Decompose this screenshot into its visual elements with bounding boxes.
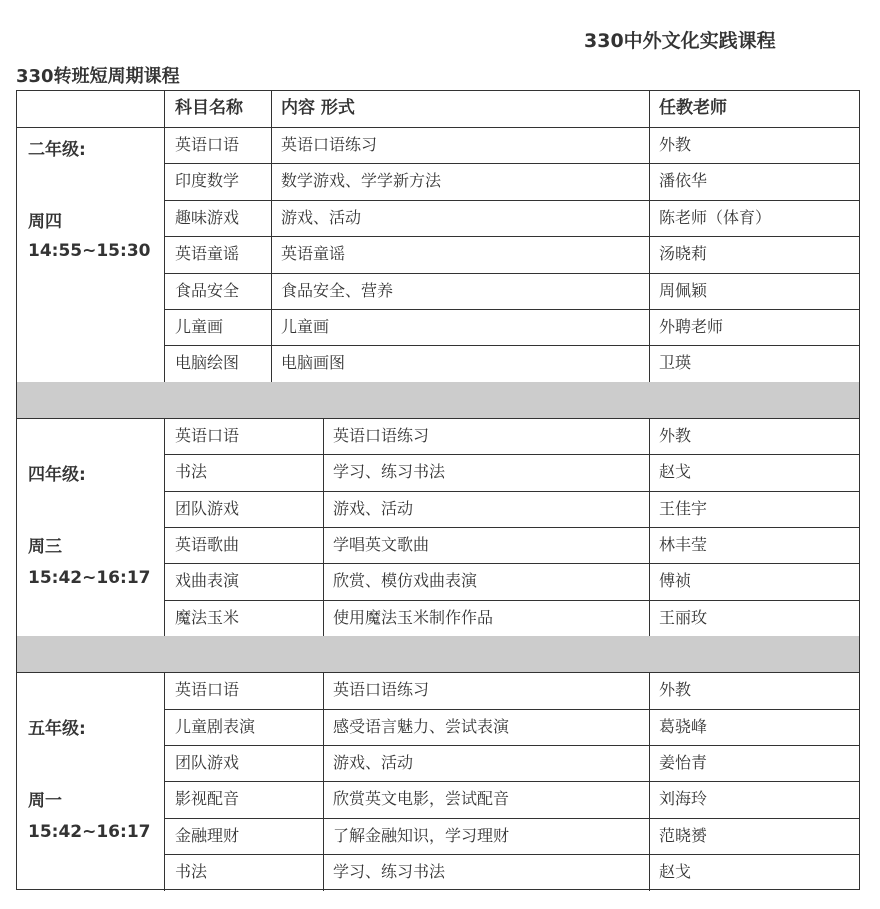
cell-subject: 儿童画	[175, 317, 224, 336]
cell-content: 食品安全、营养	[281, 280, 394, 300]
cell-content: 学习、练习书法	[333, 862, 446, 882]
cell-subject: 食品安全	[175, 280, 240, 300]
cell-content: 英语口语练习	[281, 135, 378, 154]
cell-subject: 团队游戏	[175, 498, 240, 518]
row-divider	[164, 709, 859, 710]
cell-teacher: 陈老师（体育）	[659, 207, 772, 227]
column-divider	[271, 127, 272, 382]
cell-subject: 书法	[175, 462, 208, 482]
cell-subject: 英语口语	[175, 680, 240, 700]
grade-day: 周四	[28, 212, 62, 232]
row-divider	[164, 527, 859, 528]
row-divider	[164, 454, 859, 455]
grade-day: 周三	[28, 536, 62, 557]
row-divider	[164, 491, 859, 492]
row-divider	[164, 854, 859, 855]
grade-label: 五年级:	[28, 719, 86, 740]
cell-teacher: 林丰莹	[659, 535, 708, 554]
cell-teacher: 刘海玲	[659, 789, 708, 809]
cell-content: 欣赏英文电影，尝试配音	[333, 789, 510, 809]
cell-teacher: 外教	[659, 425, 692, 445]
cell-teacher: 周佩颖	[659, 280, 708, 300]
row-divider	[164, 781, 859, 782]
cell-teacher: 汤晓莉	[659, 244, 708, 264]
cell-teacher: 王佳宇	[659, 498, 708, 518]
cell-content: 使用魔法玉米制作作品	[333, 607, 494, 627]
cell-subject: 书法	[175, 862, 208, 882]
header-content: 内容 形式	[281, 98, 355, 118]
cell-content: 感受语言魅力、尝试表演	[333, 716, 510, 736]
row-divider	[164, 345, 859, 346]
row-divider	[17, 672, 859, 673]
cell-subject: 团队游戏	[175, 753, 240, 772]
cell-teacher: 卫瑛	[659, 353, 692, 373]
grade-time: 15:42~16:17	[28, 822, 151, 843]
cell-teacher: 姜怡青	[659, 753, 708, 772]
cell-teacher: 范晓赟	[659, 825, 708, 845]
section-separator	[17, 636, 859, 672]
cell-teacher: 外教	[659, 680, 692, 700]
cell-teacher: 赵戈	[659, 862, 692, 882]
cell-subject: 电脑绘图	[175, 353, 240, 373]
row-divider	[164, 563, 859, 564]
row-divider	[164, 818, 859, 819]
cell-content: 欣赏、模仿戏曲表演	[333, 571, 478, 591]
grade-label: 四年级:	[28, 464, 86, 485]
schedule-table	[16, 90, 860, 890]
cell-teacher: 外聘老师	[659, 317, 724, 336]
document-subtitle: 330转班短周期课程	[16, 66, 180, 87]
cell-content: 英语童谣	[281, 244, 346, 264]
section-separator	[17, 382, 859, 418]
row-divider	[164, 745, 859, 746]
cell-subject: 金融理财	[175, 825, 240, 845]
column-divider	[271, 91, 272, 127]
header-subject: 科目名称	[175, 98, 243, 118]
cell-content: 学唱英文歌曲	[333, 535, 430, 554]
column-divider	[164, 127, 165, 382]
column-divider	[164, 91, 165, 127]
cell-teacher: 外教	[659, 135, 692, 154]
row-divider	[164, 309, 859, 310]
cell-subject: 趣味游戏	[175, 207, 240, 227]
cell-content: 电脑画图	[281, 353, 346, 373]
cell-subject: 英语口语	[175, 425, 240, 445]
grade-day: 周一	[28, 791, 62, 812]
cell-content: 英语口语练习	[333, 425, 430, 445]
row-divider	[164, 600, 859, 601]
column-divider	[649, 127, 650, 382]
cell-subject: 印度数学	[175, 171, 240, 191]
header-teacher: 任教老师	[659, 98, 727, 118]
grade-time: 14:55~15:30	[28, 241, 151, 261]
row-divider	[164, 236, 859, 237]
grade-label: 二年级:	[28, 140, 86, 160]
cell-content: 游戏、活动	[333, 753, 414, 772]
cell-content: 游戏、活动	[281, 207, 362, 227]
row-divider	[17, 418, 859, 419]
column-divider	[649, 91, 650, 127]
cell-content: 学习、练习书法	[333, 462, 446, 482]
cell-content: 游戏、活动	[333, 498, 414, 518]
cell-content: 了解金融知识，学习理财	[333, 825, 510, 845]
cell-subject: 魔法玉米	[175, 607, 240, 627]
cell-subject: 儿童剧表演	[175, 716, 256, 736]
cell-subject: 戏曲表演	[175, 571, 240, 591]
row-divider	[164, 273, 859, 274]
cell-content: 数学游戏、学学新方法	[281, 171, 442, 191]
cell-teacher: 王丽玫	[659, 607, 708, 627]
cell-teacher: 葛骁峰	[659, 716, 708, 736]
document-title: 330中外文化实践课程	[584, 30, 776, 52]
row-divider	[164, 200, 859, 201]
row-divider	[164, 163, 859, 164]
cell-subject: 英语口语	[175, 135, 240, 154]
cell-subject: 英语歌曲	[175, 535, 240, 554]
cell-subject: 英语童谣	[175, 244, 240, 264]
cell-teacher: 傅祯	[659, 571, 692, 591]
cell-content: 儿童画	[281, 317, 330, 336]
row-divider	[17, 127, 859, 128]
cell-subject: 影视配音	[175, 789, 240, 809]
grade-time: 15:42~16:17	[28, 567, 151, 588]
cell-content: 英语口语练习	[333, 680, 430, 700]
cell-teacher: 赵戈	[659, 462, 692, 482]
cell-teacher: 潘依华	[659, 171, 708, 191]
